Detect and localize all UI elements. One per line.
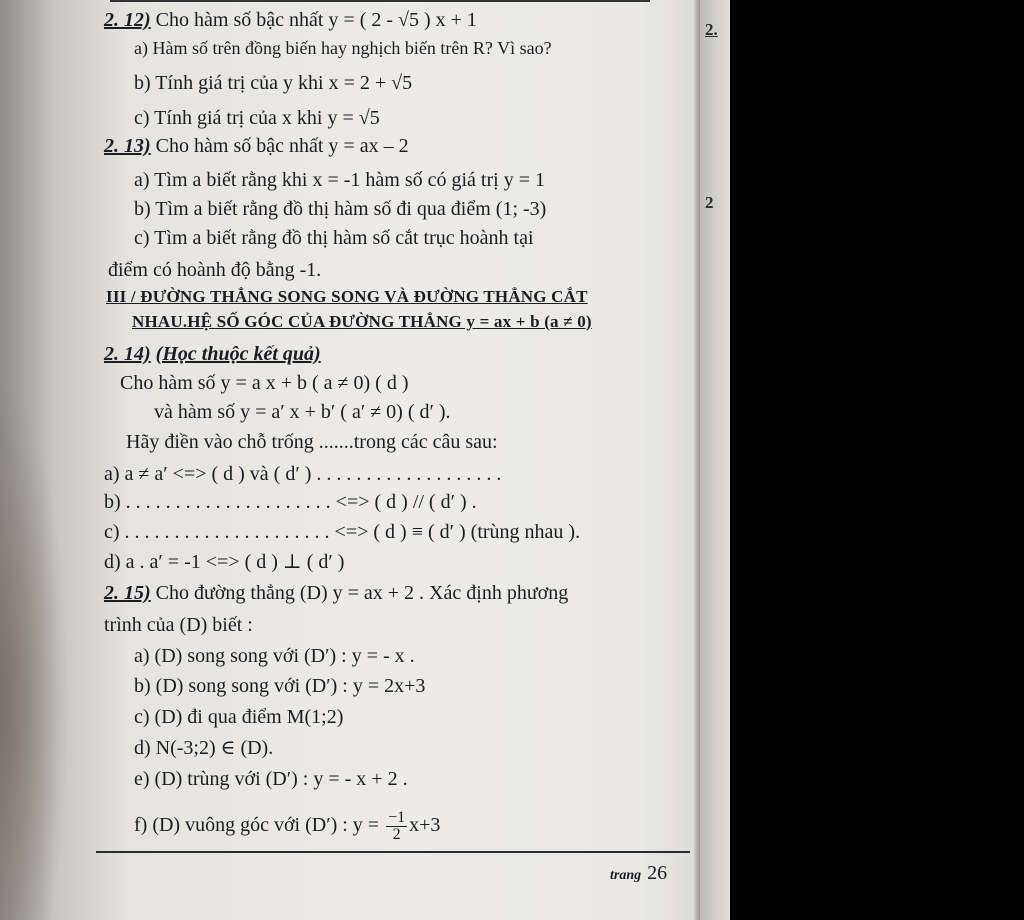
exercise-2-15-title-cont: trình của (D) biết : [104,614,253,636]
exercise-2-12-b: b) Tính giá trị của y khi x = 2 + √5 [134,72,413,94]
exercise-2-14-title: 2. 14) (Học thuộc kết quả) [104,343,321,365]
exercise-2-13-title: 2. 13) Cho hàm số bậc nhất y = ax – 2 [104,135,409,157]
exercise-2-13-b: b) Tìm a biết rằng đồ thị hàm số đi qua điểm (1; -3) [134,198,547,220]
exercise-2-15-b: b) (D) song song với (D′) : y = 2x+3 [134,675,426,697]
section-iii-heading: III / ĐƯỜNG THẲNG SONG SONG VÀ ĐƯỜNG THẲNG CẮT [106,287,588,306]
exercise-2-12-a: a) Hàm số trên đồng biến hay nghịch biến trên R? Vì sao? [134,38,552,58]
footer-rule [96,851,690,853]
page-number: trang 26 [610,862,668,884]
exercise-2-13-c-cont: điểm có hoành độ bằng -1. [108,259,322,281]
exercise-2-13-c: c) Tìm a biết rằng đồ thị hàm số cắt trục hoành tại [134,227,534,249]
header-rule [110,0,650,2]
exercise-2-14-instruction: Hãy điền vào chỗ trống .......trong các câu sau: [126,431,498,453]
exercise-2-12-title: 2. 12) Cho hàm số bậc nhất y = ( 2 - √5 ) x + 1 [104,9,477,31]
next-page-edge: 2. 2 [700,0,730,920]
exercise-2-14-function-d: Cho hàm số y = a x + b ( a ≠ 0) ( d ) [120,372,409,394]
exercise-2-13-a: a) Tìm a biết rằng khi x = -1 hàm số có giá trị y = 1 [134,169,545,191]
exercise-2-14-d: d) a . a′ = -1 <=> ( d ) ⊥ ( d′ ) [104,551,345,573]
exercise-2-15-c: c) (D) đi qua điểm M(1;2) [134,706,344,728]
exercise-2-14-c: c) . . . . . . . . . . . . . . . . . . . . . <=> ( d ) ≡ ( d′ ) (trùng nhau ). [104,521,581,543]
exercise-2-15-a: a) (D) song song với (D′) : y = - x . [134,645,415,667]
section-iii-heading-cont: NHAU.HỆ SỐ GÓC CỦA ĐƯỜNG THẲNG y = ax + b (a ≠ 0) [132,312,592,331]
exercise-2-15-e: e) (D) trùng với (D′) : y = - x + 2 . [134,768,408,790]
finger-shadow [0,380,70,920]
exercise-2-14-b: b) . . . . . . . . . . . . . . . . . . . . . <=> ( d ) // ( d′ ) . [104,491,477,513]
exercise-2-15-f: f) (D) vuông góc với (D′) : y = $\frac{-1}{2}$ x+3 [134,809,441,843]
fraction: $\frac{-1}{2}$ [388,809,406,843]
exercise-2-15-title: 2. 15) Cho đường thẳng (D) y = ax + 2 . Xác định phương [104,582,569,604]
exercise-2-15-d: d) N(-3;2) ∈ (D). [134,737,274,759]
exercise-2-14-a: a) a ≠ a′ <=> ( d ) và ( d′ ) . . . . . . . . . . . . . . . . . . . [104,463,502,485]
exercise-2-12-c: c) Tính giá trị của x khi y = √5 [134,107,380,129]
exercise-2-14-function-d-prime: và hàm số y = a′ x + b′ ( a′ ≠ 0) ( d′ ). [154,401,451,423]
